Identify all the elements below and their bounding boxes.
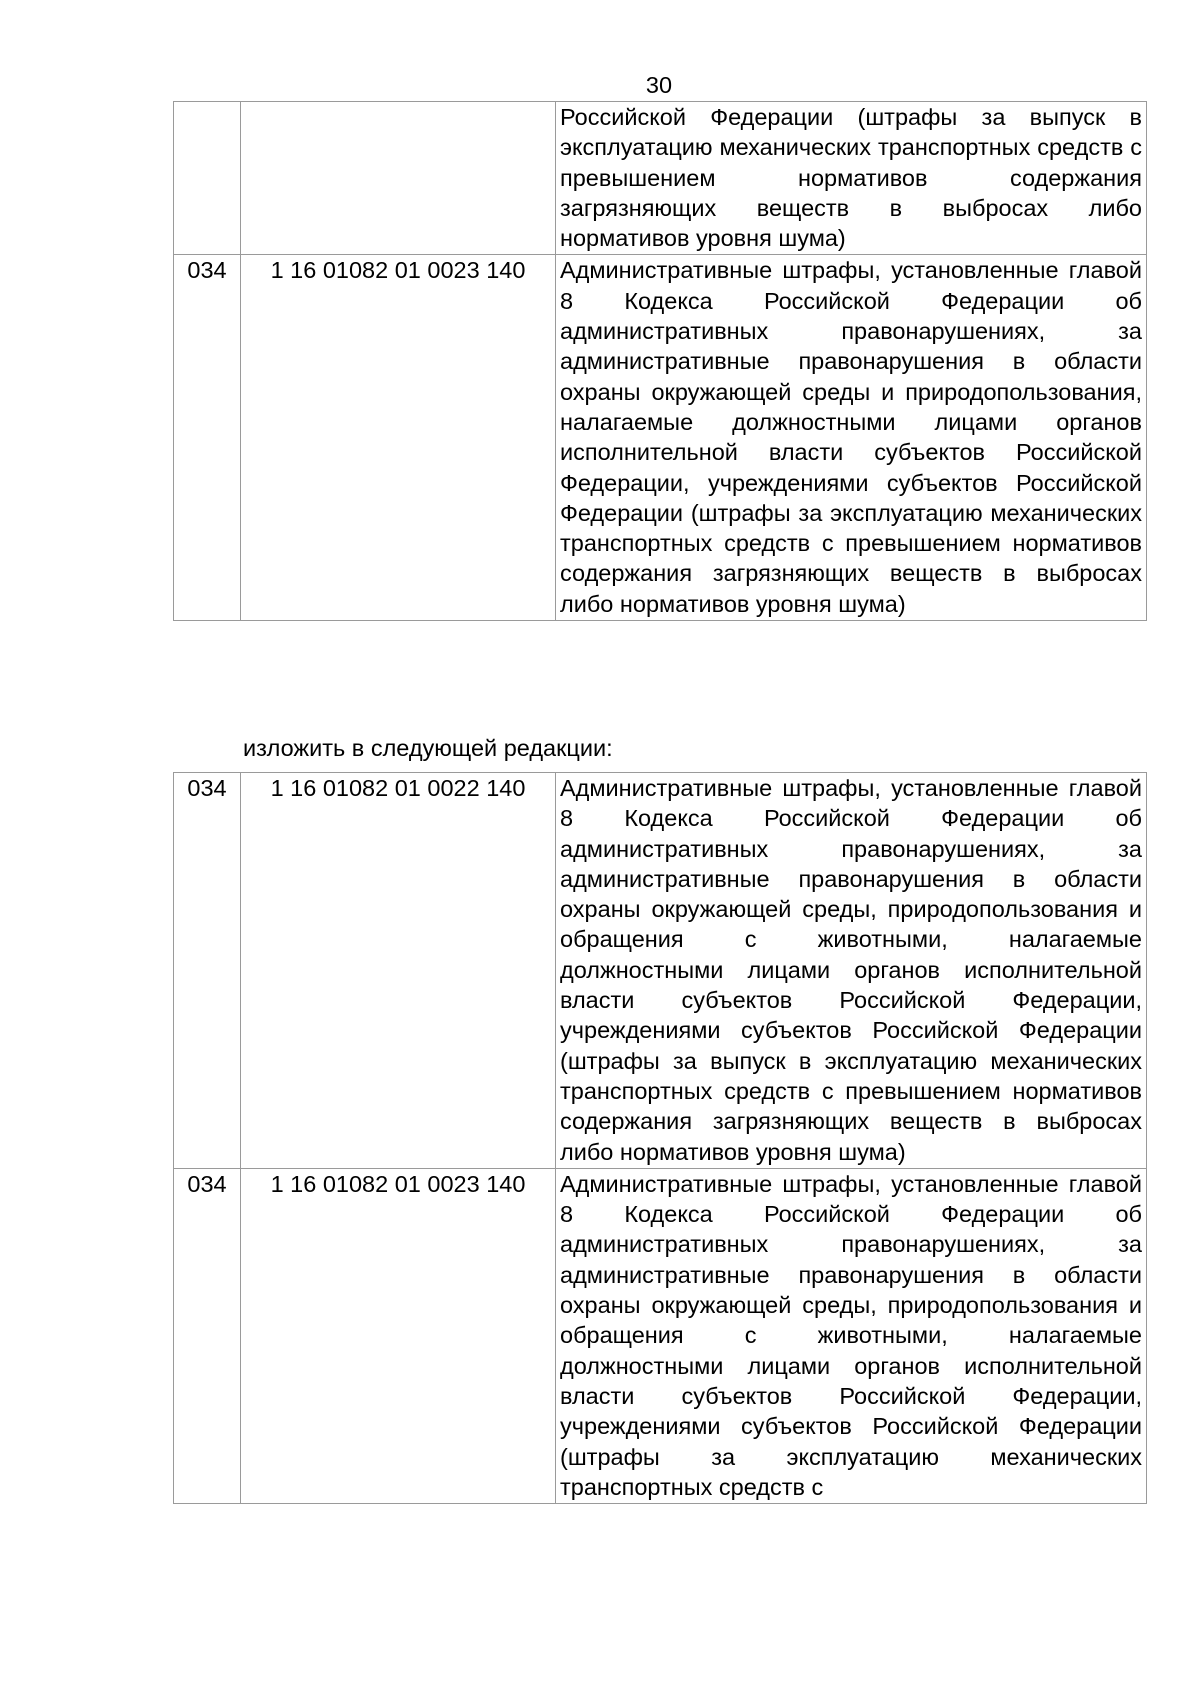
description-cell: Административные штрафы, установленные главой 8 Кодекса Российской Федерации об административных правонарушениях, за административные правонарушения в области охраны окружающей среды и природопользования, налагаемые должностными лицами органов исполнительной власти субъектов Российской Федерации, учреждениями субъектов Российской Федерации (штрафы за эксплуатацию механических транспортных средств с превышением нормативов содержания загрязняющих веществ в выбросах либо нормативов уровня шума) xyxy=(556,255,1147,621)
admin-code-cell: 034 xyxy=(174,255,241,621)
admin-code-cell: 034 xyxy=(174,773,241,1169)
instruction-text: изложить в следующей редакции: xyxy=(243,735,613,761)
description-cell: Административные штрафы, установленные главой 8 Кодекса Российской Федерации об административных правонарушениях, за административные правонарушения в области охраны окружающей среды, природопользования и обращения с животными, налагаемые должностными лицами органов исполнительной власти субъектов Российской Федерации, учреждениями субъектов Российской Федерации (штрафы за выпуск в эксплуатацию механических транспортных средств с превышением нормативов содержания загрязняющих веществ в выбросах либо нормативов уровня шума) xyxy=(556,773,1147,1169)
budget-code-cell: 1 16 01082 01 0022 140 xyxy=(241,773,556,1169)
budget-code-cell: 1 16 01082 01 0023 140 xyxy=(241,1168,556,1503)
budget-code-cell xyxy=(241,102,556,255)
table-row xyxy=(174,102,1147,255)
page-number: 30 xyxy=(645,72,673,98)
table-row xyxy=(174,773,1147,1169)
bottom-budget-table xyxy=(173,772,1147,1504)
top-budget-table xyxy=(173,101,1147,621)
admin-code-cell xyxy=(174,102,241,255)
admin-code-cell: 034 xyxy=(174,1168,241,1503)
budget-code-cell: 1 16 01082 01 0023 140 xyxy=(241,255,556,621)
description-cell: Российской Федерации (штрафы за выпуск в эксплуатацию механических транспортных средств с превышением нормативов содержания загрязняющих веществ в выбросах либо нормативов уровня шума) xyxy=(556,102,1147,255)
table-row xyxy=(174,1168,1147,1503)
table-row xyxy=(174,255,1147,621)
description-cell: Административные штрафы, установленные главой 8 Кодекса Российской Федерации об административных правонарушениях, за административные правонарушения в области охраны окружающей среды, природопользования и обращения с животными, налагаемые должностными лицами органов исполнительной власти субъектов Российской Федерации, учреждениями субъектов Российской Федерации (штрафы за эксплуатацию механических транспортных средств с xyxy=(556,1168,1147,1503)
